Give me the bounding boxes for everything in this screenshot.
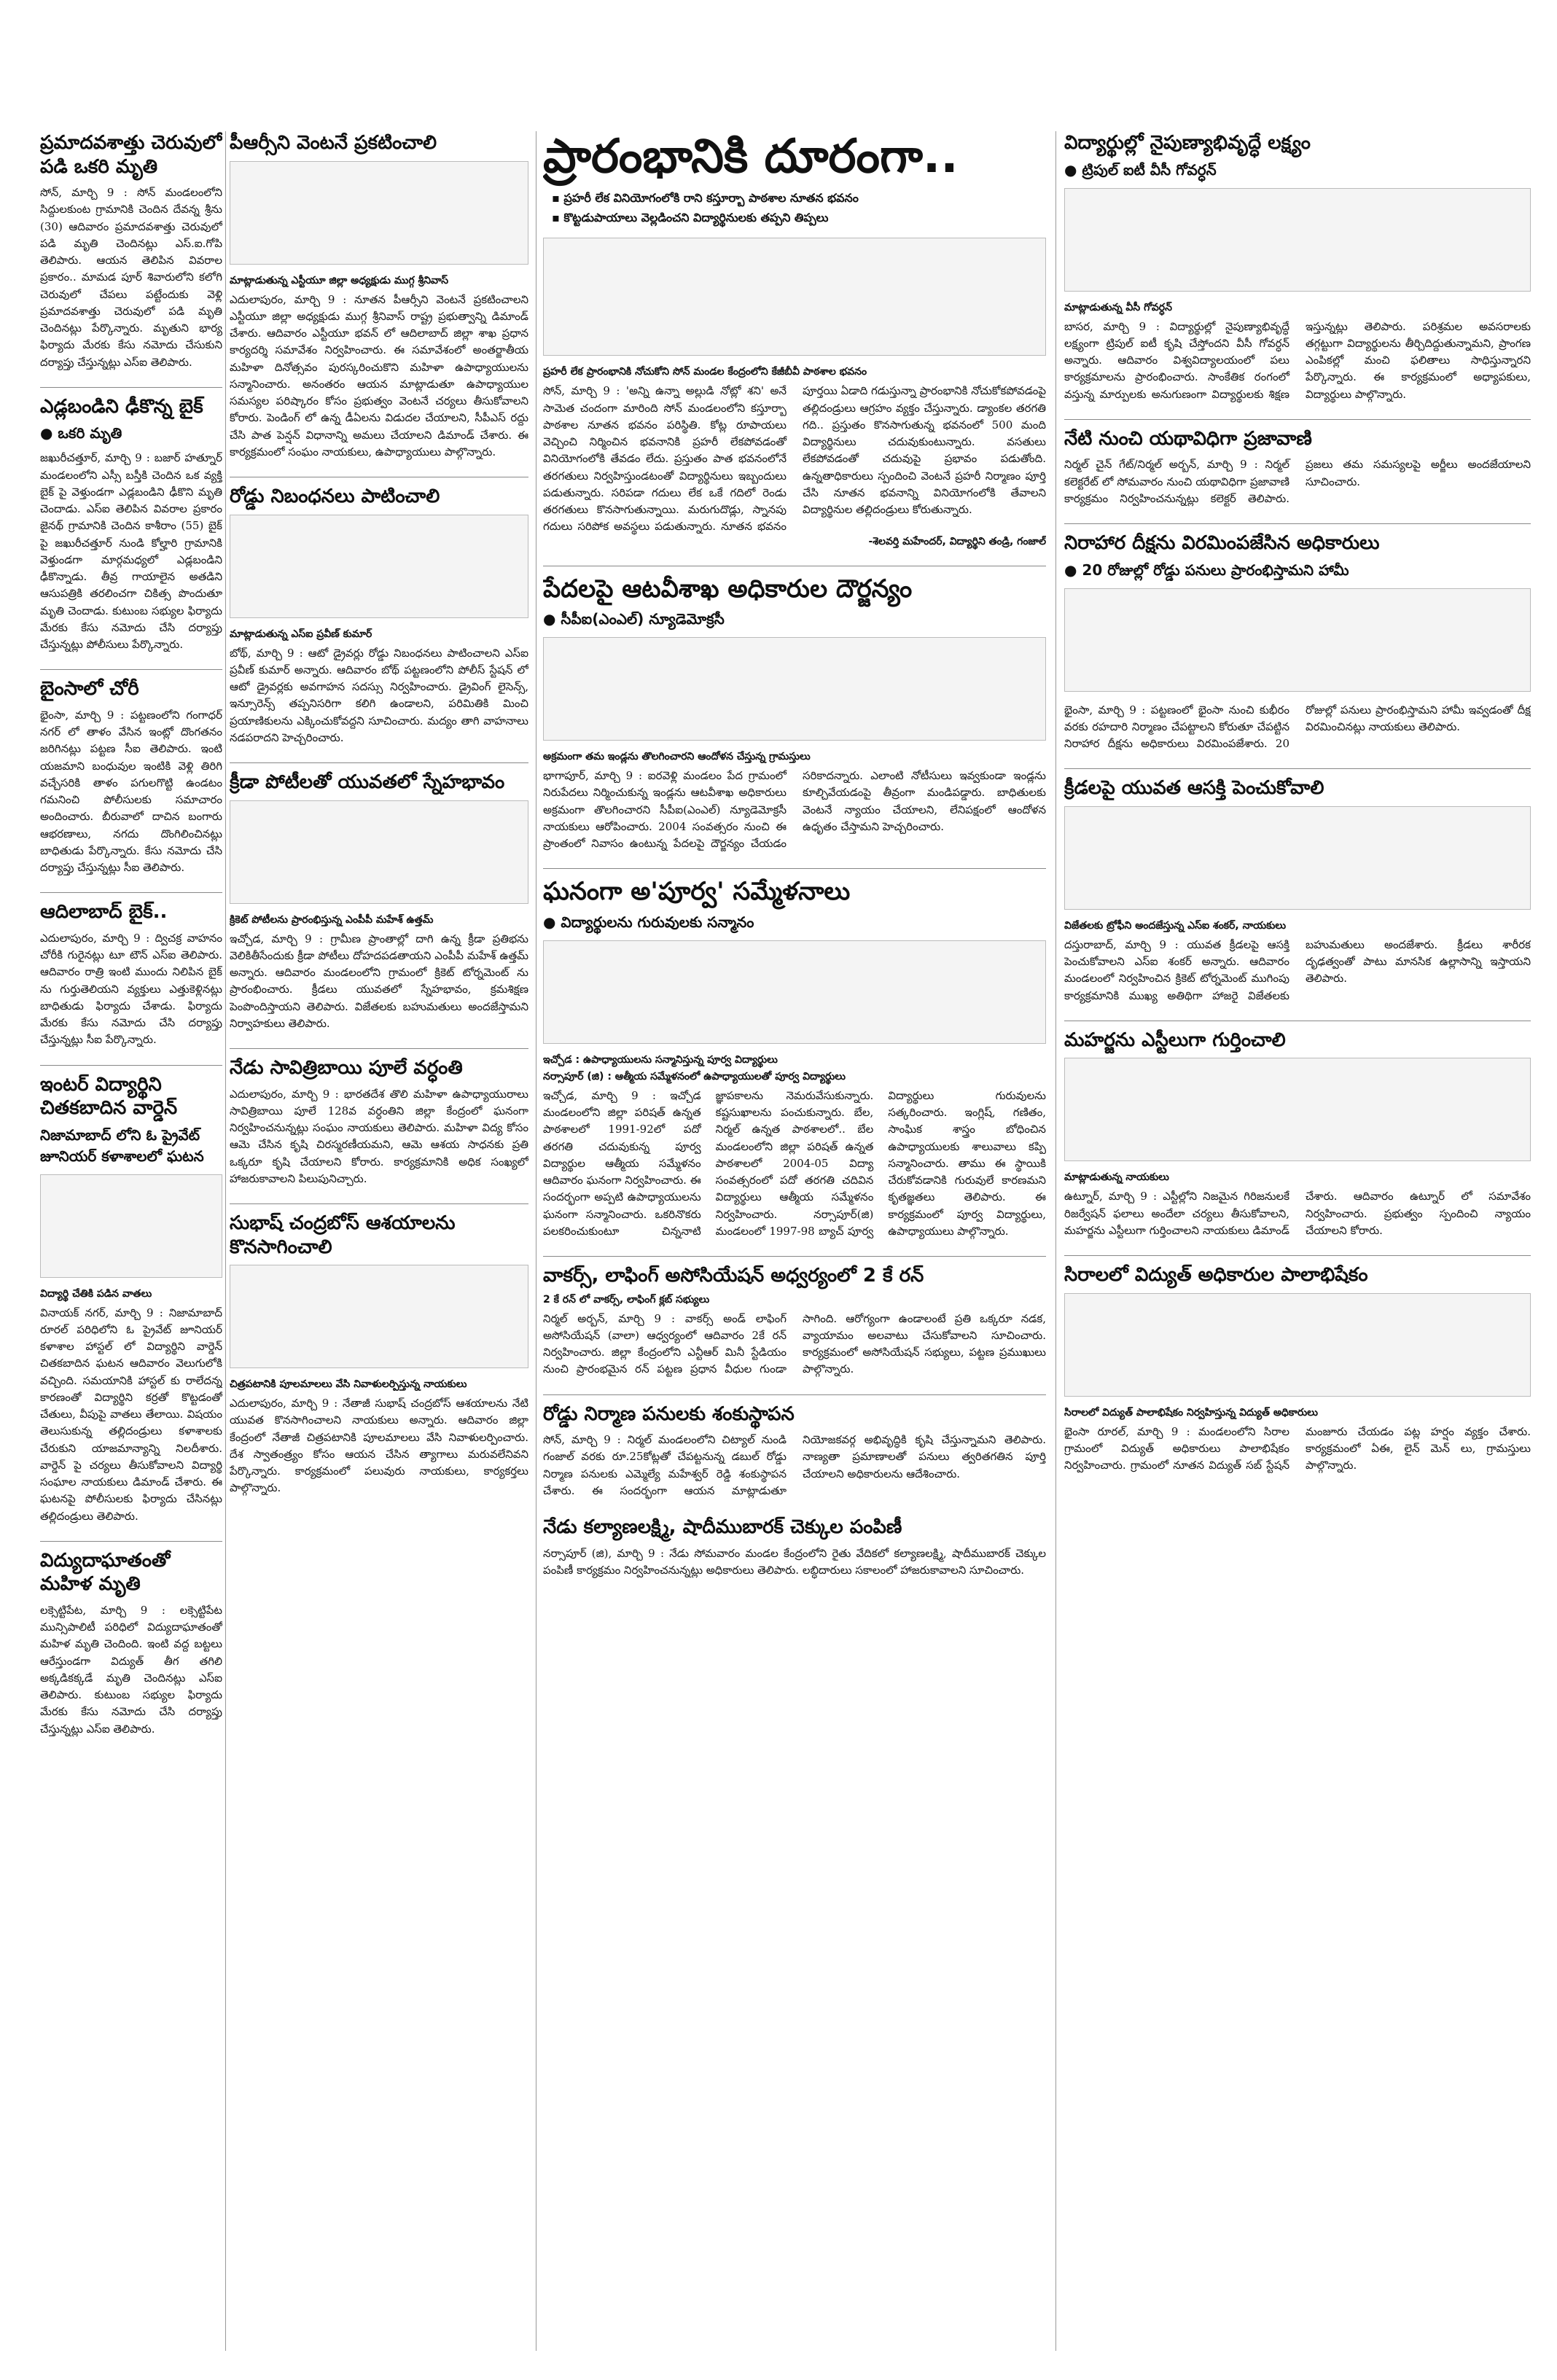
news-photo [230,1265,528,1368]
news-photo [230,515,528,618]
story-body: సోన్, మార్చి 9 : సోన్ మండలంలోని సిద్దులకుంట గ్రామానికి చెందిన దేవన్న శ్రీను (30) ఆదివారం ప్రమాదవశాత్తు చెరువులో పడి మృతి చెందినట్లు ఎస్.ఐ.గోపి తెలిపారు. ఆయన తెలిపిన వివరాల ప్రకారం.. మామడ పూర్ శివారులోని కలోగి చెరువులో చేపలు పట్టేందుకు వెళ్లి ప్రమాదవశాత్తు చెరువులో పడి మృతి చెందినట్లు పేర్కొన్నారు. మృతుని భార్య ఫిర్యాదు మేరకు కేసు నమోదు చేసుకుని దర్యాప్తు చేస్తున్నట్లు ఎస్ఐ తెలిపారు. [40,186,222,369]
lead-bullets [543,191,1046,227]
headline: సుభాష్ చంద్రబోస్ ఆశయాలను కొనసాగించాలి [230,1212,456,1258]
column-3 [543,131,1046,2351]
headline: నిరాహార దీక్షను విరమింపజేసిన అధికారులు [1064,532,1380,554]
headline: ఆదిలాబాద్ బైక్.. [40,901,168,924]
headline: క్రీడలపై యువత ఆసక్తి పెంచుకోవాలి [1064,777,1324,800]
story-body: సోన్, మార్చి 9 : 'అన్ని ఉన్నా అల్లుడి నోట్లో శని' అనే సామెత చందంగా మారింది సోన్ మండలంలోని కస్తూర్బా పాఠశాల నూతన భవనం పరిస్థితి. కోట్ల రూపాయలు వెచ్చించి నిర్మించిన భవనానికి ప్రహరీ లేకపోవడంతో వినియోగంలోకి తేవడం లేదు. ప్రస్తుతం పాత భవనంలోనే తరగతులు నిర్వహిస్తుండటంతో విద్యార్థినులు ఇబ్బందులు పడుతున్నారు. సరిపడా గదులు లేక ఒకే గదిలో రెండు తరగతులు కొనసాగుతున్నాయి. మరుగుదొడ్లు, స్నానపు గదులు సరిపోక అవస్థలు పడుతున్నారు. నూతన భవనం పూర్తయి ఏడాది గడుస్తున్నా ప్రారంభానికి నోచుకోకపోవడంపై తల్లిదండ్రులు ఆగ్రహం వ్యక్తం చేస్తున్నారు. డ్యాంకల తరగతి గది.. ప్రస్తుతం కొనసాగుతున్న భవనంలో 500 మంది విద్యార్థినులు చదువుకుంటున్నారు. వసతులు లేకపోవడంతో చదువుపై ప్రభావం పడుతోంది. ఉన్నతాధికారులు స్పందించి వెంటనే ప్రహరీ నిర్మాణం పూర్తి చేసి నూతన భవనాన్ని వినియోగంలోకి తేవాలని విద్యార్థినుల తల్లిదండ్రులు కోరుతున్నారు. [543,384,1046,534]
news-photo [1064,188,1531,292]
story-netaji [230,1212,528,1497]
lead-headline: ప్రారంభానికి దూరంగా.. [543,131,959,184]
news-photo [543,637,1046,741]
divider [230,1203,528,1204]
divider [1064,419,1531,420]
story-bhainsa-theft [40,677,222,876]
story-hunger-strike [1064,531,1531,752]
photo-caption: విజేతలకు ట్రోఫీని అందజేస్తున్న ఎస్ఐ శంకర్, నాయకులు [1064,919,1287,932]
headline: మహర్జను ఎస్టీలుగా గుర్తించాలి [1064,1029,1286,1051]
story-youth-sports [1064,776,1531,1004]
headline: పీఆర్సీని వెంటనే ప్రకటించాలి [230,132,437,154]
column-divider [225,131,226,2351]
story-body: నిర్మల్ అర్బన్, మార్చి 9 : వాకర్స్ అండ్ లాఫింగ్ అసోసియేషన్ (వాలా) ఆధ్వర్యంలో ఆదివారం 2కే రన్ నిర్వహించారు. జిల్లా కేంద్రంలోని ఎన్టీఆర్ మినీ స్టేడియం నుంచి ప్రారంభమైన రన్ పట్టణ ప్రధాన వీధుల గుండా సాగింది. ఆరోగ్యంగా ఉండాలంటే ప్రతి ఒక్కరూ నడక, వ్యాయామం అలవాటు చేసుకోవాలని సూచించారు. కార్యక్రమంలో అసోసియేషన్ సభ్యులు, పట్టణ ప్రముఖులు పాల్గొన్నారు. [543,1311,1046,1376]
subheadline: ● ఒకరి మృతి [40,424,122,442]
headline: పేదలపై ఆటవీశాఖ అధికారుల దౌర్జన్యం [543,574,913,604]
story-body: భైంసా రూరల్, మార్చి 9 : మండలంలోని సిరాల గ్రామంలో విద్యుత్ అధికారులు పాలాభిషేకం నిర్వహించారు. గ్రామంలో నూతన విద్యుత్ సబ్ స్టేషన్ మంజూరు చేయడం పట్ల హర్షం వ్యక్తం చేశారు. కార్యక్రమంలో ఏఈ, లైన్ మెన్ లు, గ్రామస్తులు పాల్గొన్నారు. [1064,1424,1531,1472]
story-body: లక్సెట్టిపేట, మార్చి 9 : లక్సెట్టిపేట మున్సిపాలిటీ పరిధిలో విద్యుదాఘాతంతో మహిళ మృతి చెందింది. ఇంటి వద్ద బట్టలు ఆరేస్తుండగా విద్యుత్ తీగ తగిలి అక్కడికక్కడే మృతి చెందినట్లు ఎస్ఐ తెలిపారు. కుటుంబ సభ్యుల ఫిర్యాదు మేరకు కేసు నమోదు చేసి దర్యాప్తు చేస్తున్నట్లు ఎస్ఐ తెలిపారు. [40,1603,222,1736]
story-warden [40,1073,222,1525]
subheadline: ● ట్రిపుల్ ఐటీ వీసీ గోవర్ధన్ [1064,160,1217,179]
subheadline: ● 20 రోజుల్లో రోడ్డు పనులు ప్రారంభిస్తామని హామీ [1064,561,1349,579]
divider [230,1048,528,1049]
photo-caption: నర్సాపూర్ (జి) : ఆత్మీయ సమ్మేళనంలో ఉపాధ్యాయులతో పూర్వ విద్యార్థులు [543,1070,846,1082]
story-adilabad-bike [40,900,222,1048]
story-body: ఇచ్చోడ, మార్చి 9 : ఇచ్చోడ మండలంలోని జిల్లా పరిషత్ ఉన్నత పాఠశాలలో 1991-92లో పదో తరగతి చదువుకున్న పూర్వ విద్యార్థుల ఆత్మీయ సమ్మేళనం ఆదివారం ఘనంగా నిర్వహించారు. ఈ సందర్భంగా అప్పటి ఉపాధ్యాయులను ఘనంగా సన్మానించారు. ఒకరినొకరు పలకరించుకుంటూ చిన్ననాటి జ్ఞాపకాలను నెమరువేసుకున్నారు. కష్టసుఖాలను పంచుకున్నారు. బేల, నిర్మల్ ఉన్నత పాఠశాలలో.. బేల మండలంలోని జిల్లా పరిషత్ ఉన్నత పాఠశాలలో 2004-05 విద్యా సంవత్సరంలో పదో తరగతి చదివిన విద్యార్థులు ఆత్మీయ సమ్మేళనం నిర్వహించారు. నర్సాపూర్(జి) మండలంలో 1997-98 బ్యాచ్ పూర్వ విద్యార్థులు గురువులను సత్కరించారు. ఇంగ్లిష్, గణితం, సాంఘిక శాస్త్రం బోధించిన ఉపాధ్యాయులకు శాలువాలు కప్పి సన్మానించారు. తాము ఈ స్థాయికి చేరుకోవడానికి గురువులే కారణమని కృతజ్ఞతలు తెలిపారు. ఈ కార్యక్రమంలో పూర్వ విద్యార్థులు, ఉపాధ్యాయులు పాల్గొన్నారు. [543,1088,1046,1238]
column-4 [1064,131,1531,2351]
story-body: సోన్, మార్చి 9 : నిర్మల్ మండలంలోని చిట్యాల్ నుండి గంజాల్ వరకు రూ.25కోట్లతో చేపట్టనున్న డబుల్ రోడ్డు నిర్మాణ పనులకు ఎమ్మెల్యే మహేశ్వర్ రెడ్డి శంకుస్థాపన చేశారు. ఈ సందర్భంగా ఆయన మాట్లాడుతూ నియోజకవర్గ అభివృద్ధికి కృషి చేస్తున్నామని తెలిపారు. నాణ్యతా ప్రమాణాలతో పనులు త్వరితగతిన పూర్తి చేయాలని అధికారులను ఆదేశించారు. [543,1433,1046,1497]
headline: విద్యుదాఘాతంతో మహిళ మృతి [40,1549,171,1596]
story-forest-officials [543,574,1046,853]
story-body: భైంసా, మార్చి 9 : పట్టణంలోని గంగాధర్ నగర్ లో తాళం వేసిన ఇంట్లో దొంగతనం జరిగినట్లు పట్టణ సీఐ తెలిపారు. ఇంటి యజమాని బంధువుల ఇంటికి వెళ్లి తిరిగి వచ్చేసరికి తాళం పగులగొట్టి ఉండటం గమనించి పోలీసులకు సమాచారం అందించారు. బీరువాలో దాచిన బంగారు ఆభరణాలు, నగదు దొంగిలించినట్లు బాధితుడు పేర్కొన్నారు. కేసు నమోదు చేసి దర్యాప్తు చేస్తున్నట్లు సీఐ తెలిపారు. [40,708,222,874]
story-road-foundation [543,1402,1046,1500]
story-body: ఎదులాపురం, మార్చి 9 : నూతన పీఆర్సీని వెంటనే ప్రకటించాలని ఎస్టీయూ జిల్లా అధ్యక్షుడు ముగ్గ శ్రీనివాస్ రాష్ట్ర ప్రభుత్వాన్ని డిమాండ్ చేశారు. ఆదివారం ఎస్టీయూ భవన్ లో ఆదిలాబాద్ జిల్లా శాఖ ప్రధాన కార్యదర్శి సమావేశం నిర్వహించారు. ఈ సమావేశంలో అంతర్జాతీయ మహిళా దినోత్సవం పురస్కరించుకొని మహిళా ఉపాధ్యాయులను సన్మానించారు. అనంతరం ఆయన మాట్లాడుతూ ఉపాధ్యాయుల సమస్యల పరిష్కారం కోసం ప్రభుత్వం వెంటనే చర్యలు తీసుకోవాలని కోరారు. పెండింగ్ లో ఉన్న డీఏలను విడుదల చేయాలని, సీపీఎస్ రద్దు చేసి పాత పెన్షన్ విధానాన్ని అమలు చేయాలని డిమాండ్ చేశారు. ఈ కార్యక్రమంలో సంఘం నాయకులు, ఉపాధ్యాయులు పాల్గొన్నారు. [230,292,528,459]
photo-caption: చిత్రపటానికి పూలమాలలు వేసి నివాళులర్పిస్తున్న నాయకులు [230,1378,467,1390]
photo-caption: మాట్లాడుతున్న నాయకులు [1064,1171,1169,1184]
story-electrocution [40,1549,222,1738]
divider [543,868,1046,869]
news-photo [230,800,528,904]
divider [230,762,528,763]
divider [40,892,222,893]
headline: నేటి నుంచి యథావిధిగా ప్రజావాణి [1064,427,1312,450]
story-st-recognition [1064,1029,1531,1239]
photo-caption: ఇచ్చోడ : ఉపాధ్యాయులను సన్మానిస్తున్న పూర్వ విద్యార్థులు [543,1053,778,1066]
story-pond-drowning [40,131,222,371]
story-body: బాసర, మార్చి 9 : విద్యార్థుల్లో నైపుణ్యాభివృద్ధే లక్ష్యంగా ట్రిపుల్ ఐటీ కృషి చేస్తోందని వీసీ గోవర్ధన్ అన్నారు. ఆదివారం విశ్వవిద్యాలయంలో పలు కార్యక్రమాలను ప్రారంభించారు. సాంకేతిక రంగంలో వస్తున్న మార్పులకు అనుగుణంగా విద్యార్థులకు శిక్షణ ఇస్తున్నట్లు తెలిపారు. పరిశ్రమల అవసరాలకు తగ్గట్టుగా విద్యార్థులను తీర్చిదిద్దుతున్నామని, ప్రాంగణ ఎంపికల్లో మంచి ఫలితాలు సాధిస్తున్నారని పేర్కొన్నారు. ఈ కార్యక్రమంలో అధ్యాపకులు, విద్యార్థులు పాల్గొన్నారు. [1064,319,1531,401]
news-photo [543,238,1046,356]
photo-caption: క్రికెట్ పోటీలను ప్రారంభిస్తున్న ఎంపీపీ మహేశ్ ఉత్తమ్ [230,913,434,926]
news-photo [1064,588,1531,692]
headline: బైంసాలో చోరీ [40,678,139,701]
divider [40,669,222,670]
column-2 [230,131,528,2351]
lead-story [543,131,1046,550]
story-body: ఎదులాపురం, మార్చి 9 : ద్విచక్ర వాహనం చోరీకి గురైనట్లు టూ టౌన్ ఎస్ఐ తెలిపారు. ఆదివారం రాత్రి ఇంటి ముందు నిలిపిన బైక్ ను గుర్తుతెలియని వ్యక్తులు ఎత్తుకెళ్లినట్లు బాధితుడు ఫిర్యాదు చేశాడు. ఫిర్యాదు మేరకు కేసు నమోదు చేసి దర్యాప్తు చేస్తున్నట్లు సీఐ పేర్కొన్నారు. [40,931,222,1047]
headline: నేడు కల్యాణలక్ష్మి, షాదీముబారక్ చెక్కుల పంపిణీ [543,1516,902,1539]
subheadline: నిజామాబాద్ లోని ఓ ప్రైవేట్ జూనియర్ కళాశాలలో ఘటన [40,1125,204,1165]
story-bike-accident [40,395,222,654]
story-body: భైంసా, మార్చి 9 : పట్టణంలో భైంసా నుంచి కుభీరం వరకు రహదారి నిర్మాణం చేపట్టాలని కోరుతూ చేపట్టిన నిరాహార దీక్షను అధికారులు విరమింపజేశారు. 20 రోజుల్లో పనులు ప్రారంభిస్తామని హామీ ఇవ్వడంతో దీక్ష విరమించినట్లు నాయకులు తెలిపారు. [1064,703,1531,750]
headline-tag: ● విద్యార్థులను గురువులకు సన్మానం [543,913,754,931]
lead-bullet: ▪ కొట్టడుపాయాలు వెల్లడించని విద్యార్థినులకు తప్పని తిప్పలు [552,211,1046,227]
headline: వాకర్స్, లాఫింగ్ అసోసియేషన్ అధ్వర్యంలో 2 కే రన్ [543,1265,924,1287]
story-body: వినాయక్ నగర్, మార్చి 9 : నిజామాబాద్ రూరల్ పరిధిలోని ఓ ప్రైవేట్ జూనియర్ కళాశాల హాస్టల్ లో విద్యార్థిని వార్డెన్ చితకబాదిన ఘటన ఆదివారం వెలుగులోకి వచ్చింది. సమయానికి హాస్టల్ కు రాలేదన్న కారణంతో విద్యార్థిని కర్రతో కొట్టడంతో చేతులు, వీపుపై వాతలు తేలాయి. విషయం తెలుసుకున్న తల్లిదండ్రులు కళాశాలకు చేరుకుని యాజమాన్యాన్ని నిలదీశారు. వార్డెన్ పై చర్యలు తీసుకోవాలని విద్యార్థి సంఘాల నాయకులు డిమాండ్ చేశారు. ఈ ఘటనపై పోలీసులకు ఫిర్యాదు చేసినట్లు తల్లిదండ్రులు తెలిపారు. [40,1306,222,1523]
story-body: ఉట్నూర్, మార్చి 9 : ఎస్టీల్లోని నిజమైన గిరిజనులకే రిజర్వేషన్ ఫలాలు అందేలా చర్యలు తీసుకోవాలని, మహర్జను ఎస్టీలుగా గుర్తించాలని నాయకులు డిమాండ్ చేశారు. ఆదివారం ఉట్నూర్ లో సమావేశం నిర్వహించారు. ప్రభుత్వం స్పందించి న్యాయం చేయాలని కోరారు. [1064,1190,1531,1237]
divider [543,1394,1046,1395]
story-body: నిర్మల్ చైన్ గేట్/నిర్మల్ అర్బన్, మార్చి 9 : నిర్మల్ కలెక్టరేట్ లో సోమవారం నుంచి యథావిధిగా ప్రజావాణి కార్యక్రమం నిర్వహించనున్నట్లు కలెక్టర్ తెలిపారు. ప్రజలు తమ సమస్యలపై అర్జీలు అందజేయాలని సూచించారు. [1064,458,1531,505]
headline-tag: ● సీపీఐ(ఎంఎల్) న్యూడెమోక్రసీ [543,610,725,628]
story-skill-development [1064,131,1531,403]
headline: విద్యార్థుల్లో నైపుణ్యాభివృద్ధే లక్ష్యం [1064,132,1311,154]
story-body: ఇచ్చోడ, మార్చి 9 : గ్రామీణ ప్రాంతాల్లో దాగి ఉన్న క్రీడా ప్రతిభను వెలికితీసేందుకు క్రీడా పోటీలు దోహదపడతాయని ఎంపీపీ మహేశ్ ఉత్తమ్ అన్నారు. ఆదివారం మండలంలోని గ్రామంలో క్రికెట్ టోర్నమెంట్ ను ప్రారంభించారు. క్రీడలు యువతలో స్నేహభావం, క్రమశిక్షణ పెంపొందిస్తాయని తెలిపారు. విజేతలకు బహుమతులు అందజేస్తామని నిర్వాహకులు తెలిపారు. [230,932,528,1030]
quote-attribution: -శెలవర్తి మహేందర్, విద్యార్థిని తండ్రి, గంజాల్ [868,535,1046,547]
headline: నేడు సావిత్రిబాయి పూలే వర్ధంతి [230,1057,463,1079]
lead-bullet: ▪ ప్రహరీ లేక వినియోగంలోకి రాని కస్తూర్బా పాఠశాల నూతన భవనం [552,191,1046,208]
story-kalyana-lakshmi [543,1515,1046,1579]
story-savitribai [230,1056,528,1187]
story-road-rules [230,485,528,746]
headline: ఘనంగా అ'పూర్వ' సమ్మేళనాలు [543,877,851,907]
divider [40,1541,222,1542]
story-electricity-officials [1064,1263,1531,1474]
divider [1064,1255,1531,1256]
news-photo [230,161,528,265]
divider [40,1065,222,1066]
photo-caption: మాట్లాడుతున్న వీసీ గోవర్ధన్ [1064,301,1172,313]
photo-caption: విద్యార్థి చేతికి పడిన వాతలు [40,1287,152,1300]
divider [543,1256,1046,1257]
story-alumni-meets [543,876,1046,1240]
photo-caption: మాట్లాడుతున్న ఎస్ఐ ప్రవీణ్ కుమార్ [230,628,372,640]
headline: ప్రమాదవశాత్తు చెరువులో పడి ఒకరి మృతి [40,132,222,178]
photo-caption: ప్రహరీ లేక ప్రారంభానికి నోచుకోని సోన్ మండల కేంద్రంలోని కేజీబీవీ పాఠశాల భవనం [543,366,867,378]
news-photo [1064,1293,1531,1397]
story-body: భాగాపూర్, మార్చి 9 : ఐరవెళ్లి మండలం పేద గ్రామంలో నిరుపేదలు నిర్మించుకున్న ఇండ్లను ఆటవీశాఖ అధికారులు అక్రమంగా తొలగించారని సీపీఐ(ఎంఎల్) న్యూడెమోక్రసీ నాయకులు ఆరోపించారు. 2004 సంవత్సరం నుంచి ఈ ప్రాంతంలో నివాసం ఉంటున్న పేదలపై దౌర్జన్యం చేయడం సరికాదన్నారు. ఎలాంటి నోటీసులు ఇవ్వకుండా ఇండ్లను కూల్చివేయడంపై తీవ్రంగా మండిపడ్డారు. బాధితులకు వెంటనే న్యాయం చేయాలని, లేనిపక్షంలో ఆందోళన ఉధృతం చేస్తామని హెచ్చరించారు. [543,769,1046,851]
column-1 [40,131,222,2351]
story-prajavani [1064,427,1531,507]
headline: ఇంటర్ విద్యార్థిని చితకబాదిన వార్డెన్ [40,1073,178,1119]
headline: రోడ్డు నిర్మాణ పనులకు శంకుస్థాపన [543,1402,795,1425]
headline: ఎడ్లబండిని ఢీకొన్న బైక్ [40,395,203,418]
story-body: ఎదులాపురం, మార్చి 9 : భారతదేశ తొలి మహిళా ఉపాధ్యాయురాలు సావిత్రిబాయి పూలే 128వ వర్ధంతిని జిల్లా కేంద్రంలో ఘనంగా నిర్వహించనున్నట్లు సంఘం నాయకులు తెలిపారు. మహిళా విద్య కోసం ఆమె చేసిన కృషి చిరస్మరణీయమని, ఆమె ఆశయ సాధనకు ప్రతి ఒక్కరూ కృషి చేయాలని కోరారు. కార్యక్రమానికి అధిక సంఖ్యలో హాజరుకావాలని పిలుపునిచ్చారు. [230,1087,528,1185]
story-body: దస్తురాబాద్, మార్చి 9 : యువత క్రీడలపై ఆసక్తి పెంచుకోవాలని ఎస్ఐ శంకర్ అన్నారు. ఆదివారం మండలంలో నిర్వహించిన క్రికెట్ టోర్నమెంట్ ముగింపు కార్యక్రమానికి ముఖ్య అతిథిగా హాజరై విజేతలకు బహుమతులు అందజేశారు. క్రీడలు శారీరక దృఢత్వంతో పాటు మానసిక ఉల్లాసాన్ని ఇస్తాయని తెలిపారు. [1064,937,1531,1002]
divider [40,387,222,388]
divider [1064,523,1531,524]
news-photo [1064,806,1531,910]
news-photo [543,940,1046,1044]
story-prc [230,131,528,461]
photo-caption: అక్రమంగా తమ ఇండ్లను తొలగించారని ఆందోళన చేస్తున్న గ్రామస్తులు [543,751,811,763]
photo-caption: మాట్లాడుతున్న ఎస్టీయూ జిల్లా అధ్యక్షుడు ముగ్గ శ్రీనివాస్ [230,274,449,286]
divider [1064,768,1531,769]
column-divider [1055,131,1056,2351]
story-body: నర్సాపూర్ (జి), మార్చి 9 : నేడు సోమవారం మండల కేంద్రంలోని రైతు వేదికలో కల్యాణలక్ష్మి, షాదీముబారక్ చెక్కుల పంపిణీ కార్యక్రమం నిర్వహించనున్నట్లు అధికారులు తెలిపారు. లబ్ధిదారులు సకాలంలో హాజరుకావాలని సూచించారు. [543,1546,1046,1577]
headline: సిరాలలో విద్యుత్ అధికారుల పాలాభిషేకం [1064,1264,1368,1286]
news-photo [40,1174,222,1278]
photo-caption: 2 కే రన్ లో వాకర్స్, లాఫింగ్ క్లబ్ సభ్యులు [543,1293,710,1306]
story-2k-run [543,1264,1046,1378]
story-body: బోథ్, మార్చి 9 : ఆటో డ్రైవర్లు రోడ్డు నిబంధనలు పాటించాలని ఎస్ఐ ప్రవీణ్ కుమార్ అన్నారు. ఆదివారం బోథ్ పట్టణంలోని పోలీస్ స్టేషన్ లో ఆటో డ్రైవర్లకు అవగాహన సదస్సు నిర్వహించారు. డ్రైవింగ్ లైసెన్స్, ఇన్సూరెన్స్ తప్పనిసరిగా కలిగి ఉండాలని, పరిమితికి మించి ప్రయాణికులను ఎక్కించుకోవద్దని సూచించారు. మద్యం తాగి వాహనాలు నడపరాదని హెచ్చరించారు. [230,646,528,744]
headline: క్రీడా పోటీలతో యువతలో స్నేహభావం [230,771,505,793]
story-body: జఖురీచత్తూర్, మార్చి 9 : బజార్ హత్నూర్ మండలంలోని ఎస్సీ బస్తీకి చెందిన ఒక వ్యక్తి బైక్ పై వెళ్తుండగా ఎడ్లబండిని ఢీకొని మృతి చెందాడు. ఎస్ఐ తెలిపిన వివరాల ప్రకారం జైనథ్ గ్రామానికి చెందిన కాశీరాం (55) బైక్ పై జఖురీచత్తూర్ నుండి కోల్హారి గ్రామానికి వెళ్తుండగా మార్గమధ్యలో ఎడ్లబండిని ఢీకొన్నాడు. తీవ్ర గాయాలైన అతడిని ఆసుపత్రికి తరలించగా చికిత్స పొందుతూ మృతి చెందాడు. కుటుంబ సభ్యుల ఫిర్యాదు మేరకు కేసు నమోదు చేసి దర్యాప్తు చేస్తున్నట్లు పోలీసులు పేర్కొన్నారు. [40,451,222,651]
news-photo [1064,1058,1531,1161]
story-body: ఎదులాపురం, మార్చి 9 : నేతాజీ సుభాష్ చంద్రబోస్ ఆశయాలను నేటి యువత కొనసాగించాలని నాయకులు అన్నారు. ఆదివారం జిల్లా కేంద్రంలో నేతాజీ చిత్రపటానికి పూలమాలలు వేసి నివాళులర్పించారు. దేశ స్వాతంత్ర్యం కోసం ఆయన చేసిన త్యాగాలు మరువలేనివని పేర్కొన్నారు. కార్యక్రమంలో పలువురు నాయకులు, కార్యకర్తలు పాల్గొన్నారు. [230,1397,528,1495]
story-sports-friendship [230,770,528,1032]
headline: రోడ్డు నిబంధనలు పాటించాలి [230,485,440,507]
photo-caption: సిరాలలో విద్యుత్ పాలాభిషేకం నిర్వహిస్తున్న విద్యుత్ అధికారులు [1064,1406,1318,1419]
